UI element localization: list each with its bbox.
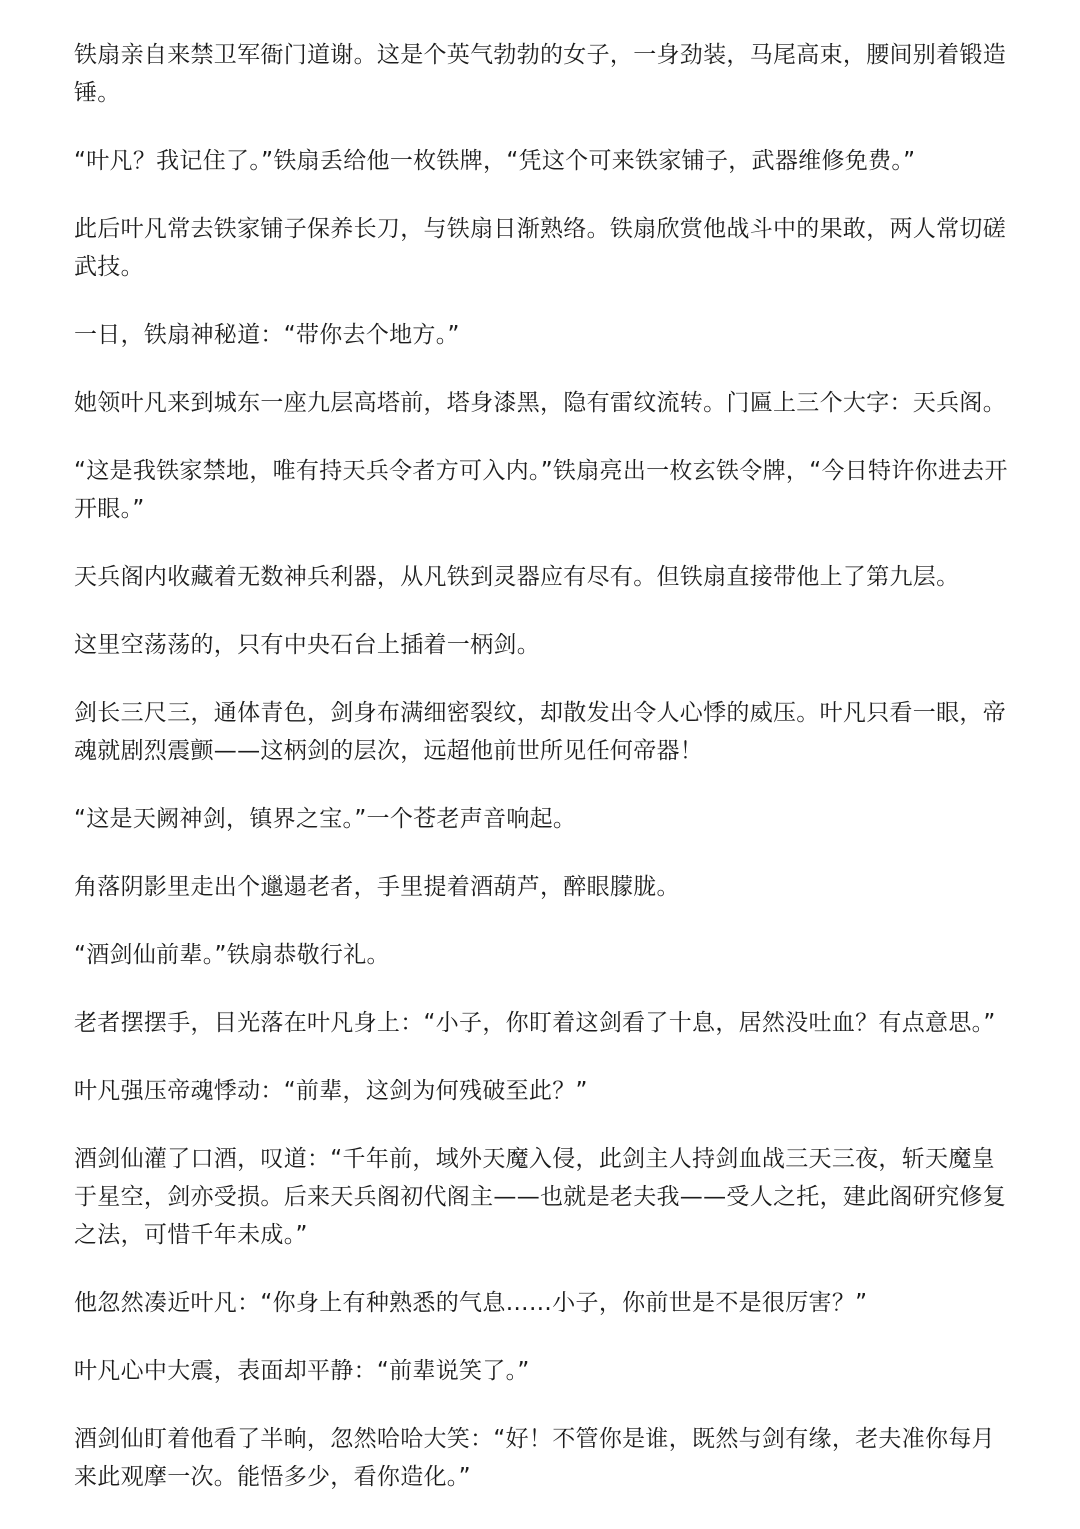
paragraph-13: 老者摆摆手，目光落在叶凡身上：“小子，你盯着这剑看了十息，居然没吐血？有点意思。” xyxy=(74,1010,996,1036)
paragraph-5: 她领叶凡来到城东一座九层高塔前，塔身漆黑，隐有雷纹流转。门匾上三个大字：天兵阁。 xyxy=(74,390,1006,416)
paragraph-2: “叶凡？我记住了。”铁扇丢给他一枚铁牌，“凭这个可来铁家铺子，武器维修免费。” xyxy=(74,148,916,174)
paragraph-11: 角落阴影里走出个邋遢老者，手里提着酒葫芦，醉眼朦胧。 xyxy=(74,874,680,900)
paragraph-12: “酒剑仙前辈。”铁扇恭敬行礼。 xyxy=(74,942,390,968)
paragraph-4: 一日，铁扇神秘道：“带你去个地方。” xyxy=(74,322,460,348)
paragraph-1: 铁扇亲自来禁卫军衙门道谢。这是个英气勃勃的女子，一身劲装，马尾高束，腰间别着锻造锤。 xyxy=(74,42,1006,106)
paragraph-9: 剑长三尺三，通体青色，剑身布满细密裂纹，却散发出令人心悸的威压。叶凡只看一眼，帝魂就剧烈震颤——这柄剑的层次，远超他前世所见任何帝器！ xyxy=(74,700,1006,764)
paragraph-18: 酒剑仙盯着他看了半晌，忽然哈哈大笑：“好！不管你是谁，既然与剑有缘，老夫准你每月来此观摩一次。能悟多少，看你造化。” xyxy=(74,1426,995,1490)
paragraph-15: 酒剑仙灌了口酒，叹道：“千年前，域外天魔入侵，此剑主人持剑血战三天三夜，斩天魔皇于星空，剑亦受损。后来天兵阁初代阁主——也就是老夫我——受人之托，建此阁研究修复之法，可惜千年未成。” xyxy=(74,1146,1006,1248)
paragraph-16: 他忽然凑近叶凡：“你身上有种熟悉的气息……小子，你前世是不是很厉害？” xyxy=(74,1290,868,1316)
paragraph-10: “这是天阙神剑，镇界之宝。”一个苍老声音响起。 xyxy=(74,806,577,832)
paragraph-14: 叶凡强压帝魂悸动：“前辈，这剑为何残破至此？” xyxy=(74,1078,588,1104)
paragraph-7: 天兵阁内收藏着无数神兵利器，从凡铁到灵器应有尽有。但铁扇直接带他上了第九层。 xyxy=(74,564,960,590)
paragraph-3: 此后叶凡常去铁家铺子保养长刀，与铁扇日渐熟络。铁扇欣赏他战斗中的果敢，两人常切磋武技。 xyxy=(74,216,1006,280)
document-body xyxy=(74,36,1010,1496)
paragraph-17: 叶凡心中大震，表面却平静：“前辈说笑了。” xyxy=(74,1358,530,1384)
paragraph-6: “这是我铁家禁地，唯有持天兵令者方可入内。”铁扇亮出一枚玄铁令牌，“今日特许你进去开开眼。” xyxy=(74,458,1008,522)
paragraph-8: 这里空荡荡的，只有中央石台上插着一柄剑。 xyxy=(74,632,540,658)
